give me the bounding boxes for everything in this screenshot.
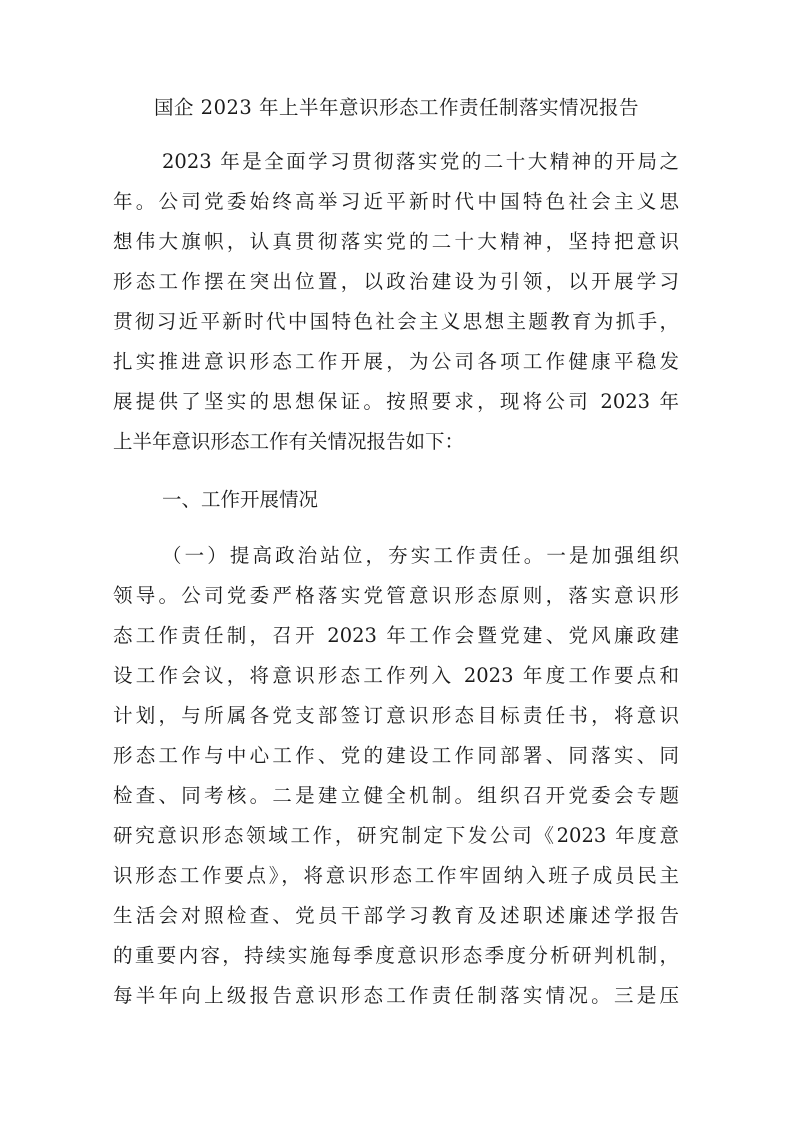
body-line: 每半年向上级报告意识形态工作责任制落实情况。三是压 <box>113 984 679 1007</box>
intro-line: 上半年意识形态工作有关情况报告如下： <box>113 430 465 453</box>
intro-line: 贯彻习近平新时代中国特色社会主义思想主题教育为抓手， <box>113 310 679 333</box>
body-line: 设工作会议，将意识形态工作列入 2023 年度工作要点和 <box>113 664 679 687</box>
intro-line: 展提供了坚实的思想保证。按照要求，现将公司 2023 年 <box>113 390 679 413</box>
body-line: 领导。公司党委严格落实党管意识形态原则，落实意识形 <box>113 584 679 607</box>
body-line: 生活会对照检查、党员干部学习教育及述职述廉述学报告 <box>113 904 679 927</box>
intro-line: 形态工作摆在突出位置，以政治建设为引领，以开展学习 <box>113 270 679 293</box>
body-line: 的重要内容，持续实施每季度意识形态季度分析研判机制， <box>113 944 679 967</box>
document-title: 国企 2023 年上半年意识形态工作责任制落实情况报告 <box>153 96 640 119</box>
body-line: 研究意识形态领域工作，研究制定下发公司《2023 年度意 <box>113 824 679 847</box>
body-line: 形态工作与中心工作、党的建设工作同部署、同落实、同 <box>113 744 679 767</box>
intro-line: 扎实推进意识形态工作开展，为公司各项工作健康平稳发 <box>113 350 679 373</box>
body-line: 态工作责任制，召开 2023 年工作会暨党建、党风廉政建 <box>113 624 679 647</box>
intro-line: 想伟大旗帜，认真贯彻落实党的二十大精神，坚持把意识 <box>113 230 679 253</box>
section-heading: 一、工作开展情况 <box>162 488 319 511</box>
body-line: 检查、同考核。二是建立健全机制。组织召开党委会专题 <box>113 784 679 807</box>
intro-line: 年。公司党委始终高举习近平新时代中国特色社会主义思 <box>113 190 679 213</box>
intro-line: 2023 年是全面学习贯彻落实党的二十大精神的开局之 <box>162 150 679 173</box>
body-line: 识形态工作要点》，将意识形态工作牢固纳入班子成员民主 <box>113 864 679 887</box>
body-line: 计划，与所属各党支部签订意识形态目标责任书，将意识 <box>113 704 679 727</box>
body-line: （一）提高政治站位，夯实工作责任。一是加强组织 <box>162 544 679 567</box>
